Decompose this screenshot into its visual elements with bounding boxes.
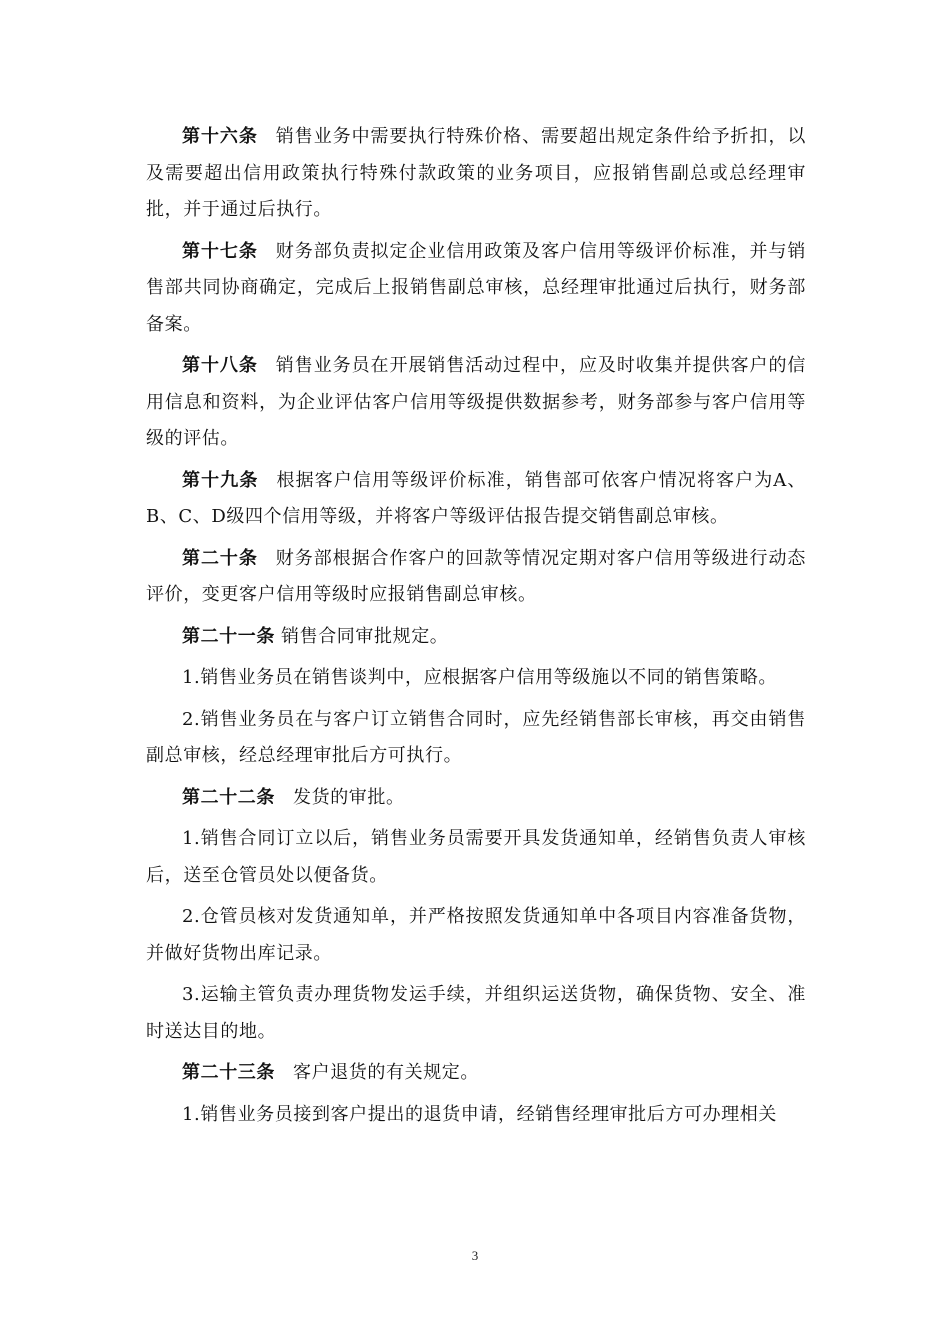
article-18 bbox=[146, 348, 806, 458]
article-21-item-2: 2.销售业务员在与客户订立销售合同时，应先经销售部长审核，再交由销售副总审核，经总经理审批后方可执行。 bbox=[146, 708, 806, 766]
article-heading: 第二十一条 bbox=[182, 625, 275, 647]
article-21-item-1: 1.销售业务员在销售谈判中，应根据客户信用等级施以不同的销售策略。 bbox=[182, 667, 777, 688]
article-text: 财务部根据合作客户的回款等情况定期对客户信用等级进行动态评价，变更客户信用等级时应报销售副总审核。 bbox=[146, 547, 806, 605]
article-22-item-3: 3.运输主管负责办理货物发运手续，并组织运送货物，确保货物、安全、准时送达目的地。 bbox=[146, 984, 806, 1042]
article-text: 根据客户信用等级评价标准，销售部可依客户情况将客户为A、B、C、D级四个信用等级，并将客户等级评估报告提交销售副总审核。 bbox=[146, 469, 807, 527]
article-text: 发货的审批。 bbox=[293, 786, 405, 808]
article-23 bbox=[146, 1055, 806, 1092]
article-19 bbox=[146, 463, 806, 536]
article-16 bbox=[146, 119, 806, 229]
article-text: 销售业务员在开展销售活动过程中，应及时收集并提供客户的信用信息和资料，为企业评估客户信用等级提供数据参考，财务部参与客户信用等级的评估。 bbox=[146, 355, 806, 449]
article-heading: 第二十二条 bbox=[182, 786, 275, 808]
article-text: 财务部负责拟定企业信用政策及客户信用等级评价标准，并与销售部共同协商确定，完成后上报销售副总审核，总经理审批通过后执行，财务部备案。 bbox=[146, 240, 806, 335]
article-text: 销售业务中需要执行特殊价格、需要超出规定条件给予折扣，以及需要超出信用政策执行特殊付款政策的业务项目，应报销售副总或总经理审批，并于通过后执行。 bbox=[146, 126, 806, 220]
article-heading: 第十九条 bbox=[182, 469, 259, 491]
article-heading: 第十七条 bbox=[182, 240, 258, 262]
document-body bbox=[146, 119, 806, 1138]
page-number: 3 bbox=[471, 1248, 479, 1263]
article-21 bbox=[146, 619, 806, 656]
article-heading: 第十六条 bbox=[182, 126, 258, 147]
article-heading: 第十八条 bbox=[182, 355, 258, 376]
article-heading: 第二十条 bbox=[182, 547, 258, 569]
article-22-item-2: 2.仓管员核对发货通知单，并严格按照发货通知单中各项目内容准备货物，并做好货物出库记录。 bbox=[146, 906, 806, 964]
article-text: 销售合同审批规定。 bbox=[281, 625, 449, 647]
article-20 bbox=[146, 541, 806, 614]
article-22 bbox=[146, 780, 806, 817]
article-heading: 第二十三条 bbox=[182, 1062, 275, 1083]
article-17 bbox=[146, 234, 806, 344]
article-text: 客户退货的有关规定。 bbox=[293, 1062, 479, 1083]
article-23-item-1: 1.销售业务员接到客户提出的退货申请，经销售经理审批后方可办理相关 bbox=[182, 1103, 777, 1125]
article-22-item-1: 1.销售合同订立以后，销售业务员需要开具发货通知单，经销售负责人审核后，送至仓管员处以便备货。 bbox=[146, 828, 806, 886]
